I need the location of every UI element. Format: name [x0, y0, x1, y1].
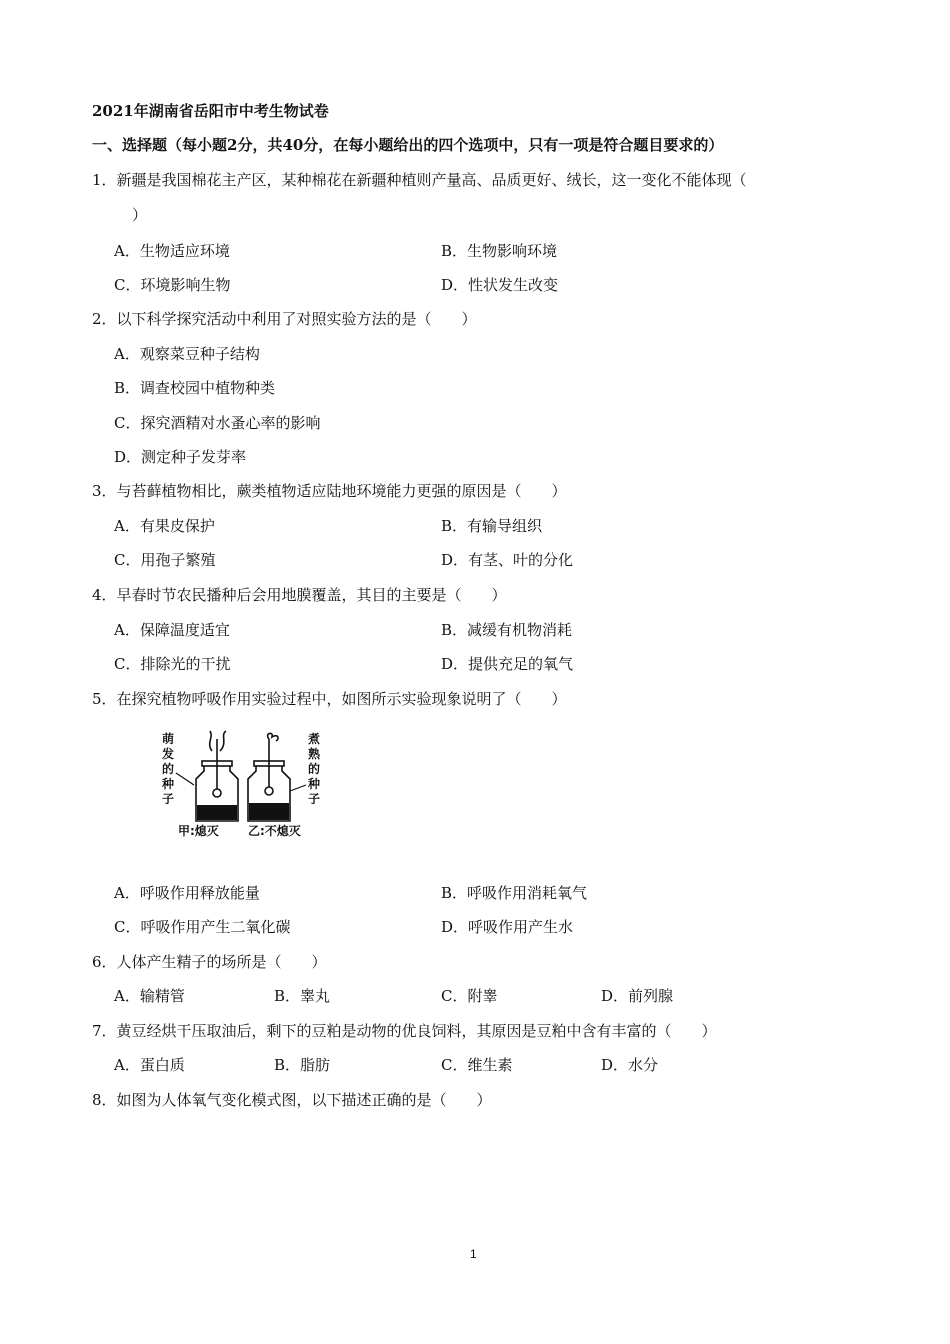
right-label-char-1: 煮: [308, 732, 321, 746]
left-label-char-5: 子: [162, 792, 175, 806]
caption-left: 甲:熄灭: [178, 824, 219, 838]
section-header: 一、选择题（每小题2分，共40分，在每小题给出的四个选项中，只有一项是符合题目要求的）: [92, 136, 724, 154]
jar-right: [248, 733, 290, 821]
question-6-option-a: A．输精管: [114, 987, 185, 1005]
question-4-option-c: C．排除光的干扰: [114, 655, 231, 673]
question-7-option-b: B．脂肪: [274, 1056, 331, 1074]
question-2-option-a: A．观察菜豆种子结构: [114, 345, 260, 363]
question-5-option-b: B．呼吸作用消耗氧气: [441, 884, 588, 902]
left-label-char-1: 萌: [162, 732, 175, 746]
question-2-stem: 2．以下科学探究活动中利用了对照实验方法的是（ ）: [92, 310, 477, 328]
question-6-option-c: C．附睾: [441, 987, 498, 1005]
question-4-option-d: D．提供充足的氧气: [441, 655, 574, 673]
question-5-option-c: C．呼吸作用产生二氧化碳: [114, 918, 291, 936]
exam-title: 2021年湖南省岳阳市中考生物试卷: [92, 102, 329, 120]
question-4-option-b: B．减缓有机物消耗: [441, 621, 573, 639]
question-5-option-a: A．呼吸作用释放能量: [114, 884, 260, 902]
question-2-option-c: C．探究酒精对水蚤心率的影响: [114, 414, 321, 432]
seed-respiration-figure: [158, 729, 338, 841]
question-6-stem: 6．人体产生精子的场所是（ ）: [92, 953, 327, 971]
question-3-option-c: C．用孢子繁殖: [114, 551, 216, 569]
question-7-option-c: C．维生素: [441, 1056, 513, 1074]
question-3-option-d: D．有茎、叶的分化: [441, 551, 574, 569]
right-label-char-5: 子: [308, 792, 321, 806]
question-5-option-d: D．呼吸作用产生水: [441, 918, 574, 936]
question-4-stem: 4．早春时节农民播种后会用地膜覆盖，其目的主要是（ ）: [92, 586, 507, 604]
left-label-char-2: 发: [162, 747, 175, 761]
jar-left: [196, 731, 238, 821]
question-7-stem: 7．黄豆经烘干压取油后，剩下的豆粕是动物的优良饲料，其原因是豆粕中含有丰富的（ ）: [92, 1022, 717, 1040]
question-1-option-d: D．性状发生改变: [441, 276, 559, 294]
question-1-option-b: B．生物影响环境: [441, 242, 558, 260]
question-7-option-a: A．蛋白质: [114, 1056, 185, 1074]
question-6-option-b: B．睾丸: [274, 987, 331, 1005]
question-3-option-b: B．有输导组织: [441, 517, 543, 535]
question-5-stem: 5．在探究植物呼吸作用实验过程中，如图所示实验现象说明了（ ）: [92, 690, 567, 708]
question-8-stem: 8．如图为人体氧气变化模式图，以下描述正确的是（ ）: [92, 1091, 492, 1109]
right-label-char-4: 种: [308, 777, 321, 791]
page-number: 1: [470, 1247, 477, 1261]
question-3-stem: 3．与苔藓植物相比，蕨类植物适应陆地环境能力更强的原因是（ ）: [92, 482, 567, 500]
left-label-char-3: 的: [162, 762, 175, 776]
question-2-option-b: B．调查校园中植物种类: [114, 379, 276, 397]
question-1-stem-cont: ）: [132, 206, 148, 224]
question-2-option-d: D．测定种子发芽率: [114, 448, 247, 466]
question-7-option-d: D．水分: [601, 1056, 659, 1074]
question-1-option-a: A．生物适应环境: [114, 242, 230, 260]
question-6-option-d: D．前列腺: [601, 987, 674, 1005]
left-label-char-4: 种: [162, 777, 175, 791]
right-label-char-2: 熟: [308, 747, 321, 761]
question-1-option-c: C．环境影响生物: [114, 276, 231, 294]
question-4-option-a: A．保障温度适宜: [114, 621, 230, 639]
question-1-stem: 1．新疆是我国棉花主产区，某种棉花在新疆种植则产量高、品质更好、绒长，这一变化不能体现（: [92, 171, 747, 189]
caption-right: 乙:不熄灭: [248, 824, 301, 838]
question-3-option-a: A．有果皮保护: [114, 517, 215, 535]
right-label-char-3: 的: [308, 762, 321, 776]
